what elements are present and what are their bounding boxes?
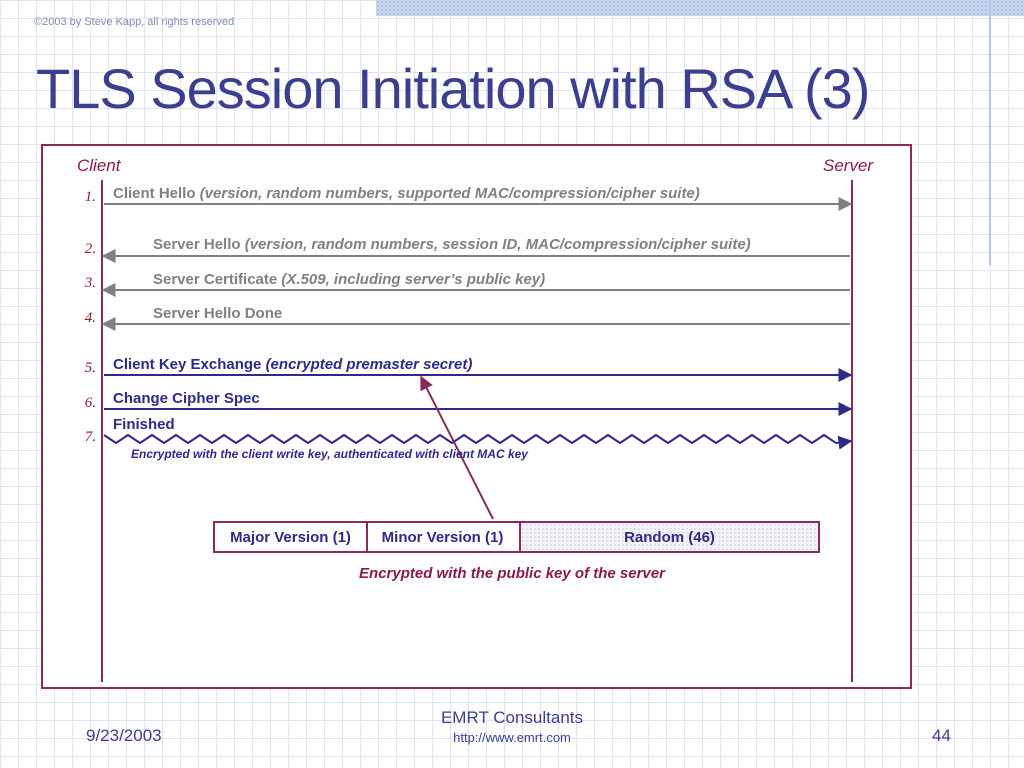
message-name: Client Key Exchange [113,356,262,373]
message-server-hello-done [153,305,282,322]
arrow-finished-wavy [104,435,851,443]
field-random: Random (46) [519,521,820,553]
step-number: 7. [84,429,96,445]
message-name: Client Hello [113,185,196,202]
message-name: Finished [113,416,175,433]
message-detail: (version, random numbers, supported MAC/compression/cipher suite) [199,185,700,202]
message-server-certificate [153,271,545,288]
message-client-key-exchange [113,356,472,373]
field-minor-version: Minor Version (1) [366,521,521,553]
step-number: 2. [84,241,96,257]
encrypted-note: Encrypted with the client write key, authenticated with client MAC key [131,447,528,461]
server-label: Server [823,156,874,175]
message-name: Server Hello [153,236,241,253]
field-major-version: Major Version (1) [213,521,368,553]
step-number: 1. [84,189,96,205]
message-name: Server Certificate [153,271,278,288]
message-detail: (encrypted premaster secret) [265,356,473,373]
message-name: Server Hello Done [153,305,283,322]
page-number: 44 [932,726,951,745]
message-client-hello [113,185,700,202]
message-detail: (X.509, including server’s public key) [281,271,546,288]
step-number: 3. [84,275,96,291]
message-detail: (version, random numbers, session ID, MAC/compression/cipher suite) [244,236,751,253]
message-server-hello [153,236,751,253]
public-key-note: Encrypted with the public key of the server [359,565,665,582]
message-name: Change Cipher Spec [113,390,260,407]
footer-date: 9/23/2003 [86,726,162,745]
step-number: 5. [84,360,96,376]
message-change-cipher-spec [113,390,260,407]
footer-company: EMRT Consultants [440,708,584,727]
copyright-notice: ©2003 by Steve Kapp, all rights reserved [34,16,235,28]
client-label: Client [77,156,121,175]
step-number: 6. [84,395,96,411]
footer-url[interactable]: http://www.emrt.com [453,730,571,745]
message-finished [113,416,175,433]
slide-title: TLS Session Initiation with RSA (3) [36,57,870,120]
step-number: 4. [84,310,96,326]
